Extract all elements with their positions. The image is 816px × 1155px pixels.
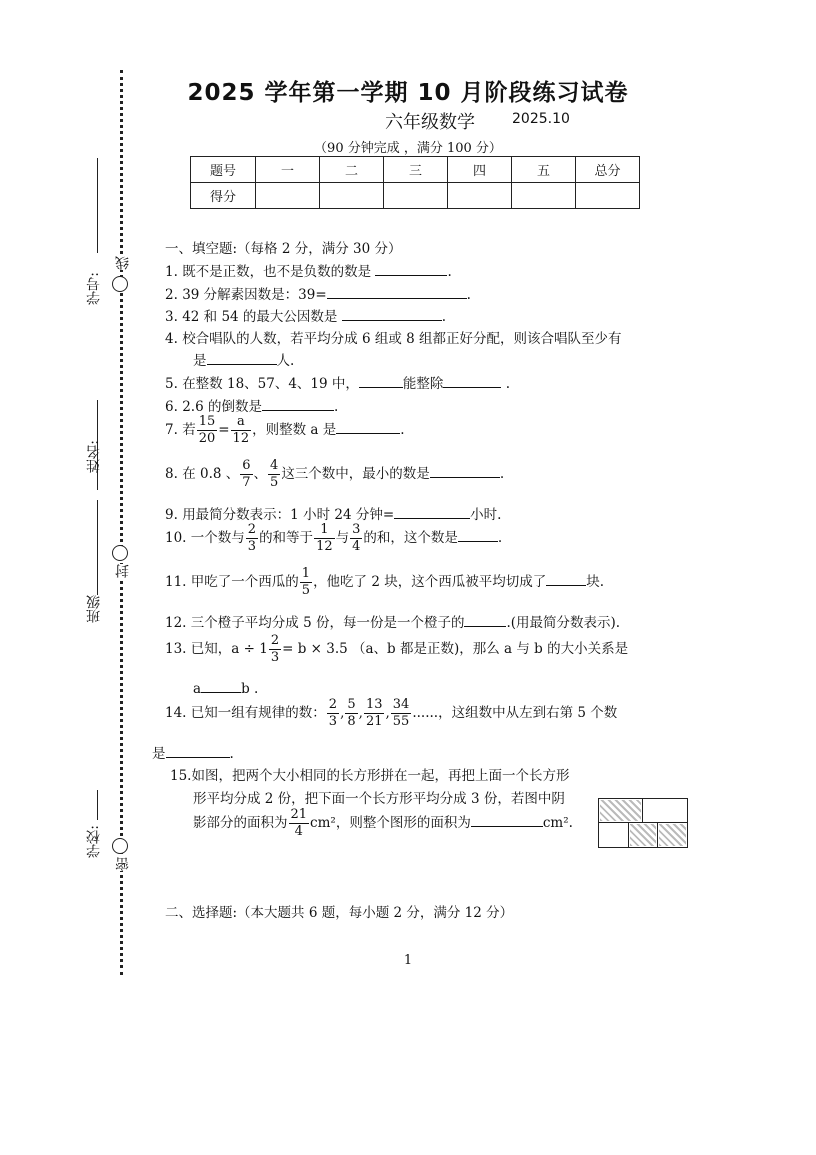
q-end: 小时. <box>470 507 502 523</box>
question-2 <box>165 283 471 303</box>
q-end: .(用最简分数表示). <box>506 615 621 631</box>
answer-blank[interactable] <box>359 373 403 388</box>
question-15-line2: 形平均分成 2 份，把下面一个长方形平均分成 3 份，若图中阴 <box>193 791 565 807</box>
fraction: $\frac{4}{5}$ <box>270 458 279 490</box>
q-text: 三个橙子平均分成 5 份，每一份是一个橙子的 <box>190 615 465 631</box>
answer-blank[interactable] <box>443 373 501 388</box>
q-text: a <box>193 681 202 697</box>
score-table-cell: 总分 <box>576 157 640 183</box>
score-table-cell: 得分 <box>191 183 256 209</box>
fraction: $\frac{21}{4}$ <box>290 807 308 839</box>
rectangle-figure <box>598 798 688 848</box>
fraction: $\frac{5}{8}$ <box>347 697 356 729</box>
q-end: . <box>229 746 234 762</box>
q-end: . <box>499 466 505 482</box>
q-num: 12. <box>165 615 187 631</box>
q-end: 块. <box>586 574 605 590</box>
question-6 <box>165 395 338 415</box>
score-input-cell[interactable] <box>256 183 320 209</box>
score-table-cell: 一 <box>256 157 320 183</box>
q-text: 甲吃了一个西瓜的 <box>190 574 299 590</box>
q-text: 42 和 54 的最大公因数是 <box>182 309 338 325</box>
seal-mark-mi: 密 <box>115 857 131 871</box>
answer-blank[interactable] <box>327 284 467 299</box>
score-table-cell: 五 <box>512 157 576 183</box>
fraction: $\frac{1}{5}$ <box>301 566 311 598</box>
q-text: ，则整数 a 是 <box>252 422 337 438</box>
q-end: 人. <box>276 353 295 369</box>
q-num: 5. <box>165 376 178 392</box>
answer-blank[interactable] <box>546 571 586 586</box>
question-12 <box>165 611 620 631</box>
question-14: 14. 已知一组有规律的数： $\frac{2}{3}$ , $\frac{5}{8}$ , $\frac{13}{21}$ , $\frac{34}{55}$ ......，这组数中从左到右第 5 个数 <box>165 697 618 729</box>
question-11 <box>165 566 604 599</box>
q-text: 的和，这个数是 <box>363 530 458 546</box>
q-end: . <box>505 376 510 392</box>
answer-blank[interactable] <box>430 463 500 478</box>
q-text: ，他吃了 2 块，这个西瓜被平均切成了 <box>313 574 547 590</box>
q-end: . <box>400 422 405 438</box>
binding-circle <box>112 276 128 292</box>
score-input-cell[interactable] <box>512 183 576 209</box>
q-text: 在整数 18、57、4、19 中， <box>182 376 359 392</box>
answer-blank[interactable] <box>336 419 400 434</box>
class-line <box>97 500 98 595</box>
shaded-region <box>659 824 686 846</box>
q-num: 11. <box>165 574 187 590</box>
binding-circle <box>112 838 128 854</box>
q-end: . <box>447 264 452 280</box>
exam-note: （90 分钟完成 ，满分 100 分） <box>314 141 502 156</box>
section1-heading: 一、填空题:（每格 2 分，满分 30 分） <box>165 241 402 257</box>
question-14-cont <box>152 742 234 762</box>
answer-blank[interactable] <box>471 812 543 827</box>
score-table-cell: 题号 <box>191 157 256 183</box>
exam-date: 2025.10 <box>512 111 570 127</box>
question-9 <box>165 503 501 523</box>
class-label: 班级 <box>86 595 102 623</box>
q-text: 与 <box>335 530 350 546</box>
question-13 <box>165 633 628 666</box>
fraction: $\frac{2}{3}$ <box>247 522 257 554</box>
fraction: $\frac{2}{3}$ <box>328 697 338 729</box>
q-text: 一个数与 <box>190 530 245 546</box>
question-15-line3 <box>193 807 573 840</box>
q-num: 14. <box>165 705 187 721</box>
school-label: 学校: <box>86 825 102 858</box>
q-text: 校合唱队的人数，若平均分成 6 组或 8 组都正好分配，则该合唱队至少有 <box>182 331 622 347</box>
score-table-cell: 四 <box>448 157 512 183</box>
fraction: $\frac{1}{12}$ <box>316 522 333 554</box>
q-text: b . <box>241 681 259 697</box>
section2-heading: 二、选择题:（本大题共 6 题，每小题 2 分，满分 12 分） <box>165 905 514 921</box>
answer-blank[interactable] <box>458 527 498 542</box>
student-id-line <box>97 158 98 253</box>
fraction: $\frac{3}{4}$ <box>352 522 361 554</box>
answer-blank[interactable] <box>262 396 334 411</box>
fraction: $\frac{15}{20}$ <box>198 414 216 446</box>
question-15-line1: 15.如图，把两个大小相同的长方形拼在一起，再把上面一个长方形 <box>170 768 570 784</box>
q-num: 9. <box>165 507 178 523</box>
seal-mark-xian: 线 <box>115 256 131 270</box>
q-text: 的和等于 <box>259 530 314 546</box>
q-end: . <box>497 530 503 546</box>
student-id-label: 学号: <box>86 272 102 305</box>
fraction: $\frac{34}{55}$ <box>392 697 410 729</box>
question-5 <box>165 372 510 392</box>
q-text: 是 <box>152 746 166 762</box>
q-text: 已知一组有规律的数： <box>190 705 326 721</box>
question-1 <box>165 260 452 280</box>
question-10 <box>165 522 502 555</box>
score-input-cell[interactable] <box>384 183 448 209</box>
question-3 <box>165 305 446 325</box>
q-num: 4. <box>165 331 178 347</box>
q-text: 既不是正数，也不是负数的数是 <box>182 264 372 280</box>
exam-title: 2025 学年第一学期 10 月阶段练习试卷 <box>187 80 629 106</box>
answer-blank[interactable] <box>342 306 442 321</box>
q-text: 39 分解素因数是：39= <box>182 287 327 303</box>
q-end: . <box>333 399 339 415</box>
answer-blank[interactable] <box>201 678 241 693</box>
page-number: 1 <box>403 953 413 968</box>
score-table-score-row <box>191 183 640 209</box>
q-num: 3. <box>165 309 178 325</box>
school-line <box>97 790 98 820</box>
q-text: cm²，则整个图形的面积为 <box>310 815 471 831</box>
q-text: = b × 3.5 （a、b 都是正数)，那么 a 与 b 的大小关系是 <box>282 641 629 657</box>
shaded-region <box>630 824 656 846</box>
exam-subject: 六年级数学 <box>385 112 475 133</box>
answer-blank[interactable] <box>375 261 447 276</box>
q-text: 能整除 <box>402 376 444 392</box>
question-4 <box>165 327 622 347</box>
q-text: 用最简分数表示：1 小时 24 分钟= <box>182 507 395 523</box>
q-text: 、 <box>253 466 268 482</box>
answer-blank[interactable] <box>207 350 277 365</box>
q-num: 7. <box>165 422 178 438</box>
seal-mark-feng: 封 <box>115 564 131 578</box>
q-num: 6. <box>165 399 178 415</box>
shaded-region <box>600 800 641 821</box>
q-num: 1. <box>165 264 178 280</box>
q-text: 这三个数中，最小的数是 <box>281 466 430 482</box>
score-table-cell: 三 <box>384 157 448 183</box>
q-text: 在 0.8̇ 、 <box>182 466 240 482</box>
name-label: 姓名: <box>86 440 102 473</box>
fraction: $\frac{a}{12}$ <box>232 414 250 446</box>
score-input-cell[interactable] <box>576 183 640 209</box>
question-13-cont <box>193 678 258 697</box>
q-num: 13. <box>165 641 187 657</box>
score-table <box>190 156 640 209</box>
q-num: 2. <box>165 287 178 303</box>
q-text: 是 <box>193 353 207 369</box>
q-text: 2.6 的倒数是 <box>182 399 262 415</box>
score-table-header-row <box>191 157 640 183</box>
q-num: 8. <box>165 466 178 482</box>
fraction: $\frac{6}{7}$ <box>242 458 251 490</box>
q-text: 影部分的面积为 <box>193 815 288 831</box>
score-input-cell[interactable] <box>320 183 384 209</box>
answer-blank[interactable] <box>394 504 470 519</box>
q-num: 10. <box>165 530 187 546</box>
q-text: 已知，a ÷ 1 <box>190 641 268 657</box>
fraction: $\frac{13}{21}$ <box>365 697 383 729</box>
q-text: 若 <box>182 422 196 438</box>
score-input-cell[interactable] <box>448 183 512 209</box>
q-end: . <box>466 287 471 303</box>
question-8 <box>165 458 504 491</box>
answer-blank[interactable] <box>464 612 506 627</box>
q-end: . <box>441 309 447 325</box>
answer-blank[interactable] <box>166 743 230 758</box>
q-text: = <box>218 422 230 438</box>
binding-circle <box>112 545 128 561</box>
question-7 <box>165 414 405 447</box>
q-text: ......，这组数中从左到右第 5 个数 <box>412 705 618 721</box>
q-end: cm². <box>542 815 573 831</box>
score-table-cell: 二 <box>320 157 384 183</box>
question-4-cont <box>193 349 294 369</box>
fraction: $\frac{2}{3}$ <box>270 633 280 665</box>
